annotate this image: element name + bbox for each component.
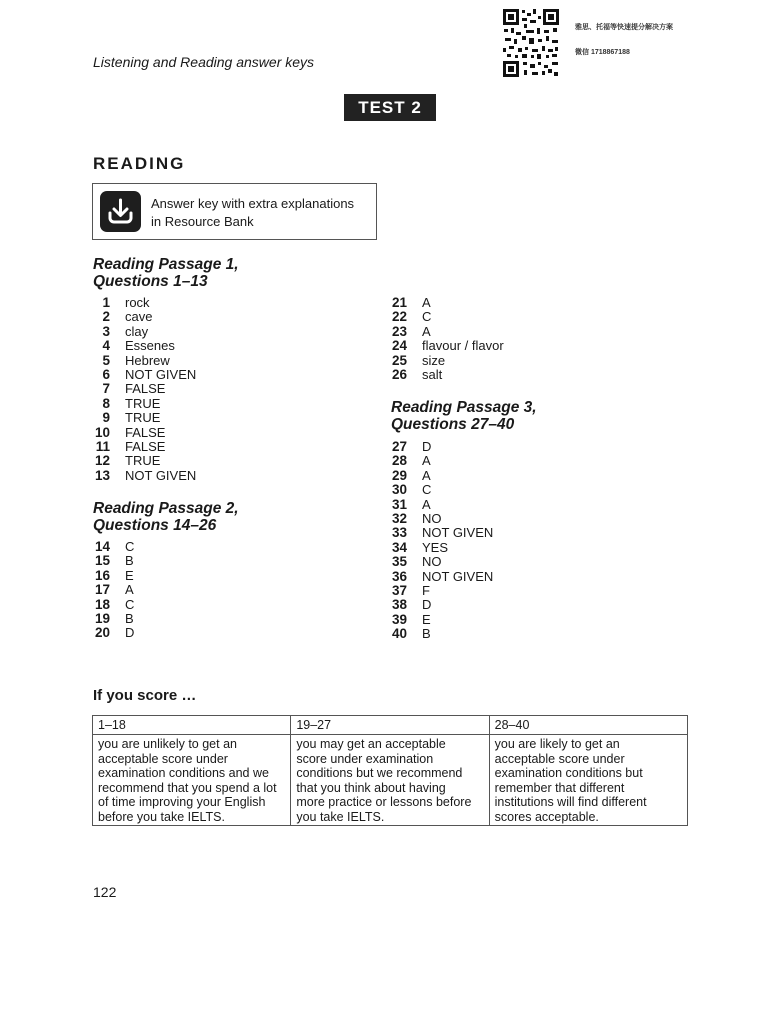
qr-code [502, 8, 560, 78]
description-line: before you take IELTS. [98, 809, 225, 824]
answer-row [390, 498, 493, 512]
question-number: 38 [391, 597, 407, 613]
passage-title-line: Reading Passage 3, [391, 399, 537, 416]
resource-text-line: in Resource Bank [151, 214, 254, 229]
score-description [291, 735, 489, 826]
score-range: 28–40 [489, 716, 687, 735]
answer-value: A [422, 496, 431, 512]
description-line: of time improving your English [98, 795, 266, 809]
resource-text-line: Answer key with extra explanations [151, 196, 355, 211]
question-number: 31 [391, 496, 407, 512]
question-number: 35 [391, 554, 407, 570]
answer-value: E [422, 611, 431, 627]
description-line: conditions but we recommend [296, 766, 463, 780]
answer-value: TRUE [125, 410, 161, 426]
test-label-badge: TEST 2 [344, 94, 436, 121]
answer-row [390, 454, 493, 468]
answer-row [390, 627, 493, 641]
question-number: 26 [391, 366, 407, 382]
question-number: 13 [94, 467, 110, 483]
answer-value: C [125, 596, 135, 612]
answer-value: flavour / flavor [422, 338, 504, 354]
answer-value: salt [422, 366, 443, 382]
answer-value: E [125, 567, 134, 583]
score-table [92, 715, 688, 826]
description-line: more practice or lessons before [296, 795, 472, 809]
description-line: institutions will find different [494, 795, 647, 809]
passage-title-line: Questions 14–26 [93, 517, 217, 534]
question-number: 22 [391, 309, 407, 325]
resource-text [151, 195, 373, 231]
question-number: 4 [102, 338, 110, 354]
answer-value: Hebrew [125, 352, 170, 368]
answer-row [93, 382, 196, 396]
question-number: 16 [94, 567, 110, 583]
question-number: 24 [391, 338, 407, 354]
question-number: 21 [391, 295, 407, 310]
passage-1-title [93, 256, 239, 290]
question-number: 28 [391, 453, 407, 469]
answer-value: FALSE [125, 381, 166, 397]
description-line: you are likely to get an [494, 737, 620, 751]
question-number: 33 [391, 525, 407, 541]
answer-row [93, 411, 196, 425]
question-number: 17 [94, 582, 110, 598]
question-number: 5 [102, 352, 110, 368]
answer-value: Essenes [125, 338, 175, 354]
answer-value: C [422, 482, 432, 498]
answer-row [93, 540, 134, 554]
question-number: 20 [94, 625, 110, 641]
question-number: 39 [391, 611, 407, 627]
score-table-header-row [93, 716, 688, 735]
answer-row [390, 354, 504, 368]
answer-value: D [422, 439, 432, 454]
description-line: that you think about having [296, 780, 446, 795]
description-line: examination conditions but [494, 766, 643, 780]
answer-row [93, 426, 196, 440]
score-table-body-row [93, 735, 688, 826]
question-number: 11 [95, 438, 110, 454]
question-number: 15 [94, 553, 110, 569]
answer-row [93, 397, 196, 411]
answer-value: TRUE [125, 453, 161, 469]
answer-row [390, 526, 493, 540]
description-line: remember that different [494, 780, 625, 795]
answer-row [93, 354, 196, 368]
answer-value: A [422, 453, 431, 469]
answer-value: NOT GIVEN [125, 366, 197, 382]
score-range: 1–18 [93, 716, 291, 735]
passage-title-line: Reading Passage 2, [93, 500, 239, 517]
answer-value: clay [125, 323, 149, 339]
question-number: 12 [94, 453, 110, 469]
passage-title-line: Reading Passage 1, [93, 256, 239, 273]
answer-row [390, 440, 493, 454]
answer-row [93, 325, 196, 339]
answer-row [390, 598, 493, 612]
answer-value: B [125, 610, 134, 626]
score-range: 19–27 [291, 716, 489, 735]
question-number: 9 [102, 410, 110, 426]
answer-row [93, 626, 134, 640]
description-line: scores acceptable. [494, 809, 599, 824]
question-number: 8 [102, 395, 110, 411]
download-icon [100, 191, 141, 232]
answer-value: F [422, 582, 430, 598]
score-heading: If you score … [93, 687, 197, 704]
answer-row [93, 440, 196, 454]
answer-value: NO [422, 510, 442, 526]
answer-list-passage-3 [390, 440, 493, 641]
answer-value: A [422, 295, 431, 310]
answer-value: NOT GIVEN [125, 467, 197, 483]
answer-row [93, 569, 134, 583]
question-number: 40 [391, 626, 407, 642]
answer-row [390, 613, 493, 627]
answer-row [93, 598, 134, 612]
description-line: recommend that you spend a lot [98, 780, 277, 795]
score-description [93, 735, 291, 826]
answer-value: A [125, 582, 134, 598]
question-number: 1 [102, 295, 110, 310]
promo-contact: 微信 1718867188 [575, 49, 630, 56]
answer-value: TRUE [125, 395, 161, 411]
answer-row [93, 612, 134, 626]
passage-3-title [391, 399, 537, 433]
question-number: 18 [94, 596, 110, 612]
answer-row [390, 570, 493, 584]
question-number: 34 [391, 539, 407, 555]
answer-row [93, 454, 196, 468]
resource-bank-callout [92, 183, 377, 240]
question-number: 29 [391, 467, 407, 483]
passage-title-line: Questions 27–40 [391, 416, 515, 433]
running-header: Listening and Reading answer keys [93, 54, 315, 70]
answer-row [390, 584, 493, 598]
answer-row [93, 368, 196, 382]
answer-list-passage-1 [93, 296, 196, 483]
answer-value: cave [125, 309, 153, 325]
passage-title-line: Questions 1–13 [93, 273, 208, 290]
answer-row [93, 310, 196, 324]
answer-value: A [422, 323, 431, 339]
question-number: 7 [102, 381, 110, 397]
answer-value: D [125, 625, 135, 641]
question-number: 14 [94, 539, 110, 554]
answer-value: C [125, 539, 135, 554]
question-number: 27 [391, 439, 407, 454]
question-number: 36 [391, 568, 407, 584]
answer-value: FALSE [125, 438, 166, 454]
answer-value: size [422, 352, 446, 368]
answer-value: B [125, 553, 134, 569]
answer-value: NOT GIVEN [422, 525, 494, 541]
answer-row [390, 541, 493, 555]
answer-row [93, 339, 196, 353]
answer-value: A [422, 467, 431, 483]
question-number: 32 [391, 510, 407, 526]
score-description [489, 735, 687, 826]
description-line: acceptable score under [98, 751, 228, 766]
description-line: you may get an acceptable [296, 737, 446, 751]
answer-value: C [422, 309, 432, 325]
answer-row [390, 512, 493, 526]
passage-2-title [93, 500, 239, 534]
answer-row [390, 325, 504, 339]
answer-row [93, 554, 134, 568]
description-line: score under examination [296, 751, 434, 766]
answer-row [390, 469, 493, 483]
answer-row [390, 296, 504, 310]
answer-value: D [422, 597, 432, 613]
answer-value: FALSE [125, 424, 166, 440]
answer-row [390, 368, 504, 382]
answer-value: NOT GIVEN [422, 568, 494, 584]
question-number: 6 [102, 366, 110, 382]
answer-row [390, 483, 493, 497]
section-heading: READING [93, 154, 186, 173]
answer-row [390, 310, 504, 324]
question-number: 3 [102, 323, 110, 339]
question-number: 23 [391, 323, 407, 339]
answer-row [390, 339, 504, 353]
question-number: 25 [391, 352, 407, 368]
description-line: you take IELTS. [296, 809, 385, 824]
answer-value: NO [422, 554, 442, 570]
description-line: you are unlikely to get an [98, 737, 237, 751]
answer-row [93, 469, 196, 483]
question-number: 37 [391, 582, 407, 598]
question-number: 10 [94, 424, 110, 440]
promo-line: 雅思、托福等快速提分解决方案 [575, 24, 673, 31]
question-number: 30 [391, 482, 407, 498]
answer-value: YES [422, 539, 449, 555]
answer-value: rock [125, 295, 150, 310]
description-line: examination conditions and we [98, 766, 269, 780]
answer-list-passage-2 [93, 540, 134, 641]
answer-row [390, 555, 493, 569]
answer-row [93, 583, 134, 597]
description-line: acceptable score under [494, 751, 625, 766]
answer-row [93, 296, 196, 310]
page-number: 122 [93, 884, 117, 900]
question-number: 19 [94, 610, 110, 626]
question-number: 2 [102, 309, 110, 325]
answer-value: B [422, 626, 431, 642]
answer-list-passage-2-continued [390, 296, 504, 382]
